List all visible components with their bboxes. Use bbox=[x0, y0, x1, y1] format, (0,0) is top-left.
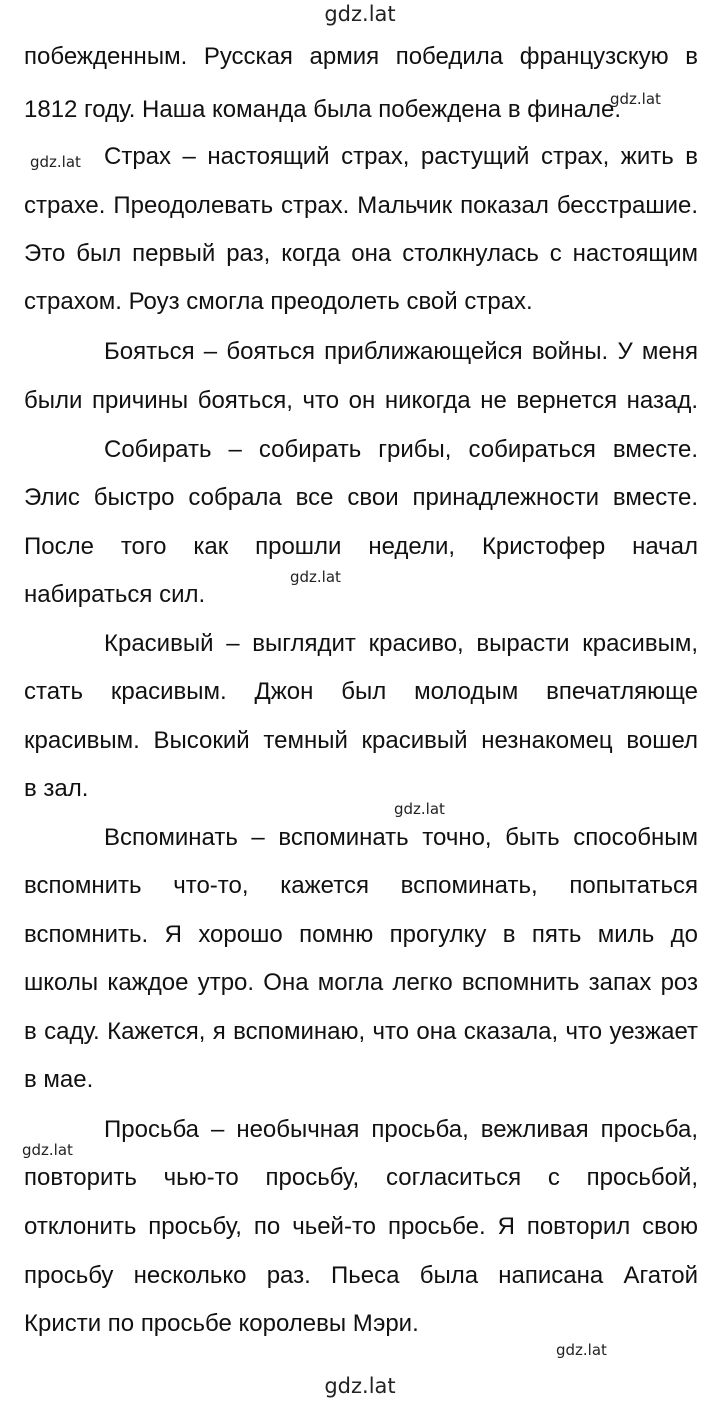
text-line: побежденным. Русская армия победила французскую в bbox=[24, 43, 698, 70]
text-line: Собирать – собирать грибы, собираться вместе. bbox=[104, 436, 698, 463]
text-line: повторить чью-то просьбу, согласиться с просьбой, bbox=[24, 1164, 698, 1191]
text-line: Красивый – выглядит красиво, вырасти красивым, bbox=[104, 630, 698, 657]
watermark: gdz.lat bbox=[22, 1141, 73, 1159]
text-line: Это был первый раз, когда она столкнулась с настоящим bbox=[24, 240, 698, 267]
watermark: gdz.lat bbox=[30, 153, 81, 171]
text-line: страхом. Роуз смогла преодолеть свой страх. bbox=[24, 288, 533, 315]
text-line: стать красивым. Джон был молодым впечатляюще bbox=[24, 678, 698, 705]
text-line: в саду. Кажется, я вспоминаю, что она сказала, что уезжает bbox=[24, 1018, 698, 1045]
watermark: gdz.lat bbox=[556, 1341, 607, 1359]
text-line: Страх – настоящий страх, растущий страх, жить в bbox=[104, 143, 698, 170]
text-line: в мае. bbox=[24, 1066, 94, 1093]
text-line: просьбу несколько раз. Пьеса была написана Агатой bbox=[24, 1262, 698, 1289]
text-line: Вспоминать – вспоминать точно, быть способным bbox=[104, 824, 698, 851]
watermark: gdz.lat bbox=[290, 568, 341, 586]
watermark-top: gdz.lat bbox=[324, 2, 396, 26]
watermark: gdz.lat bbox=[610, 90, 661, 108]
text-line: отклонить просьбу, по чьей-то просьбе. Я повторил свою bbox=[24, 1213, 698, 1240]
text-line: в зал. bbox=[24, 775, 89, 802]
watermark: gdz.lat bbox=[394, 800, 445, 818]
text-line: вспомнить что-то, кажется вспоминать, попытаться bbox=[24, 872, 698, 899]
text-line: Кристи по просьбе королевы Мэри. bbox=[24, 1310, 419, 1337]
text-line: Элис быстро собрала все свои принадлежности вместе. bbox=[24, 484, 698, 511]
text-line: Бояться – бояться приближающейся войны. У меня bbox=[104, 338, 698, 365]
text-line: страхе. Преодолевать страх. Мальчик показал бесстрашие. bbox=[24, 192, 698, 219]
text-line: красивым. Высокий темный красивый незнакомец вошел bbox=[24, 727, 698, 754]
text-line: были причины бояться, что он никогда не вернется назад. bbox=[24, 387, 698, 414]
text-line: Просьба – необычная просьба, вежливая просьба, bbox=[104, 1116, 698, 1143]
text-line: вспомнить. Я хорошо помню прогулку в пять миль до bbox=[24, 921, 698, 948]
text-line: После того как прошли недели, Кристофер начал bbox=[24, 533, 698, 560]
text-line: школы каждое утро. Она могла легко вспомнить запах роз bbox=[24, 969, 698, 996]
text-line: 1812 году. Наша команда была побеждена в финале. bbox=[24, 96, 622, 123]
text-line: набираться сил. bbox=[24, 581, 206, 608]
watermark-bottom: gdz.lat bbox=[324, 1374, 396, 1398]
